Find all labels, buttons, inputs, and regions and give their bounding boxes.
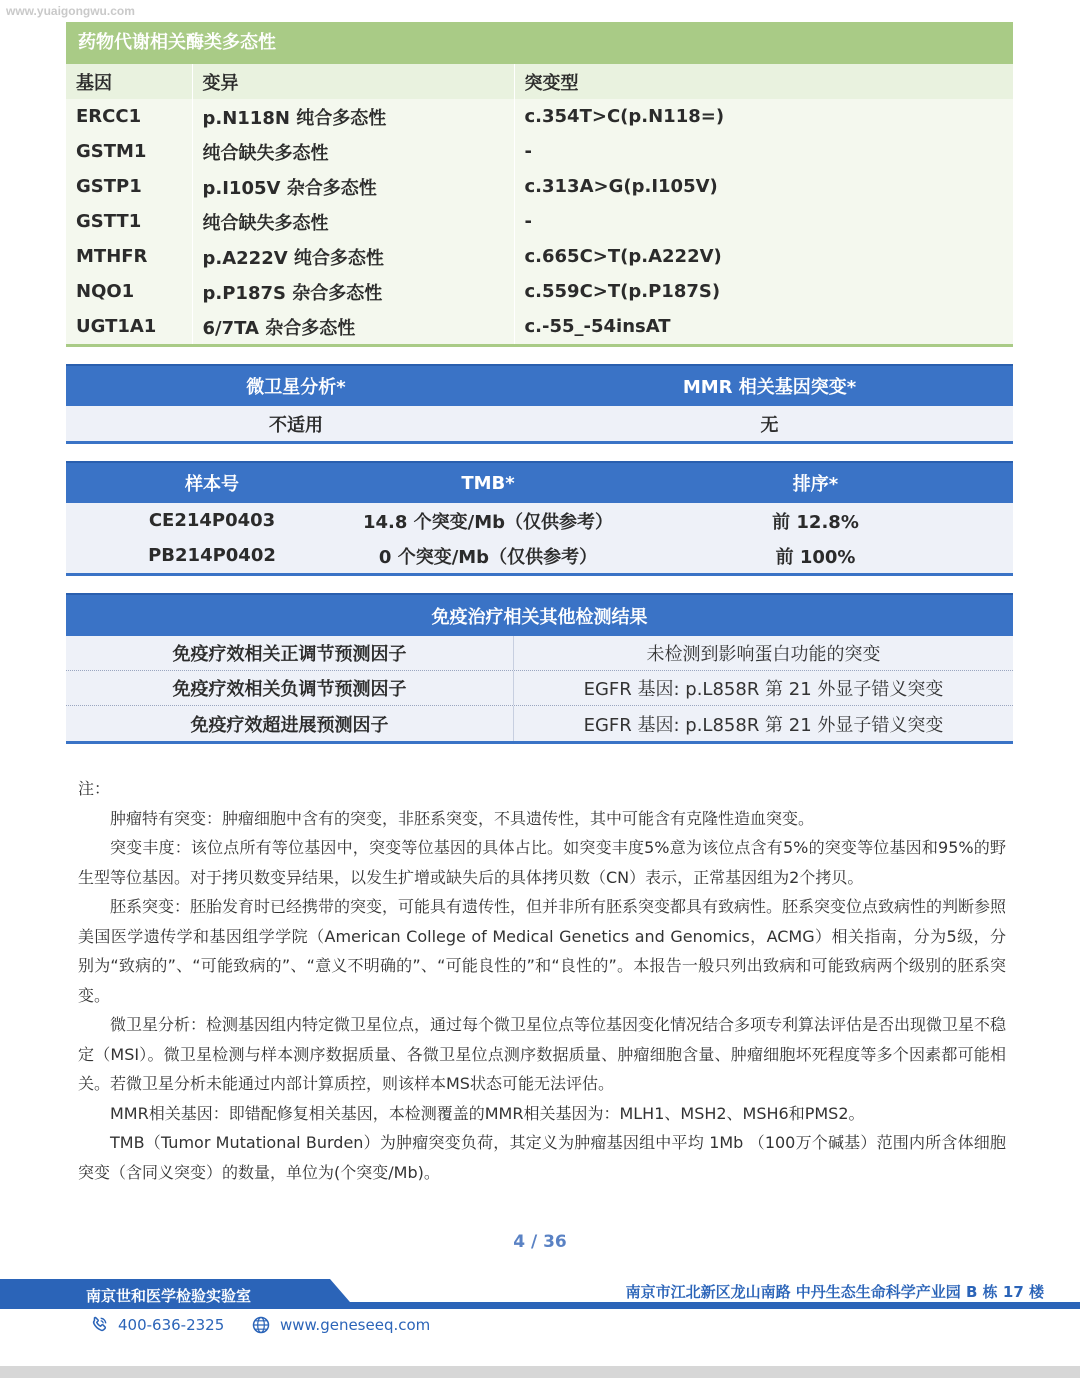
msi-table bbox=[66, 364, 1013, 444]
phone-number: 400-636-2325 bbox=[118, 1316, 225, 1334]
predictor-result: EGFR 基因: p.L858R 第 21 外显子错义突变 bbox=[583, 714, 944, 736]
table-row bbox=[66, 239, 1013, 274]
variant-cell: p.I105V 杂合多态性 bbox=[192, 169, 514, 204]
footer-website bbox=[250, 1314, 430, 1336]
pharma-grid bbox=[66, 64, 1013, 344]
pharma-bottom-rule bbox=[66, 344, 1013, 347]
table-row bbox=[66, 671, 1013, 706]
variant-cell: 纯合缺失多态性 bbox=[192, 134, 514, 169]
globe-icon bbox=[250, 1314, 272, 1336]
pharma-col-variant: 变异 bbox=[192, 64, 514, 99]
variant-cell: 6/7TA 杂合多态性 bbox=[192, 309, 514, 344]
immune-table bbox=[66, 593, 1013, 744]
note-paragraph: 突变丰度：该位点所有等位基因中，突变等位基因的具体占比。如突变丰度5%意为该位点含有5%的突变等位基因和95%的野生型等位基因。对于拷贝数变异结果，以发生扩增或缺失后的具体拷贝数（CN）表示，正常基因组为2个拷贝。 bbox=[78, 838, 1006, 887]
gene-cell: UGT1A1 bbox=[66, 309, 192, 344]
tmb-col-sample: 样本号 bbox=[185, 474, 239, 495]
immune-title: 免疫治疗相关其他检测结果 bbox=[66, 595, 1013, 636]
pharma-col-gene: 基因 bbox=[66, 64, 192, 99]
tmb-table bbox=[66, 461, 1013, 576]
website-url[interactable]: www.geneseeq.com bbox=[280, 1316, 431, 1334]
predictor-result: 未检测到影响蛋白功能的突变 bbox=[646, 644, 881, 665]
tmb-header-row bbox=[66, 463, 1013, 503]
note-paragraph: TMB（Tumor Mutational Burden）为肿瘤突变负荷，其定义为肿瘤基因组中平均 1Mb （100万个碱基）范围内所含体细胞突变（含同义突变）的数量，单位为(个突变/Mb)。 bbox=[78, 1133, 1006, 1182]
variant-cell: p.A222V 纯合多态性 bbox=[192, 239, 514, 274]
notes-section bbox=[78, 774, 1006, 1187]
note-paragraph: 肿瘤特有突变：肿瘤细胞中含有的突变，非胚系突变，不具遗传性，其中可能含有克隆性造血突变。 bbox=[110, 808, 815, 828]
table-row bbox=[66, 274, 1013, 309]
table-row bbox=[66, 406, 1013, 441]
pharma-col-mutation: 突变型 bbox=[514, 64, 1013, 99]
page-number: 4 / 36 bbox=[513, 1232, 567, 1252]
mutation-cell: - bbox=[514, 204, 1013, 239]
immune-bottom-rule bbox=[66, 741, 1013, 744]
pharma-title: 药物代谢相关酶类多态性 bbox=[66, 22, 1013, 64]
mutation-cell: c.313A>G(p.I105V) bbox=[514, 169, 1013, 204]
note-paragraph: MMR相关基因：即错配修复相关基因，本检测覆盖的MMR相关基因为：MLH1、MSH2、MSH6和PMS2。 bbox=[110, 1103, 865, 1123]
msi-header-row bbox=[66, 366, 1013, 406]
mutation-cell: c.559C>T(p.P187S) bbox=[514, 274, 1013, 309]
mutation-cell: c.665C>T(p.A222V) bbox=[514, 239, 1013, 274]
phone-icon bbox=[88, 1314, 110, 1336]
footer-phone bbox=[88, 1314, 224, 1336]
table-row bbox=[66, 503, 1013, 538]
gene-cell: ERCC1 bbox=[66, 99, 192, 134]
msi-value: 不适用 bbox=[269, 414, 323, 436]
note-paragraph: 微卫星分析：检测基因组内特定微卫星位点，通过每个微卫星位点等位基因变化情况结合多项专利算法评估是否出现微卫星不稳定（MSI）。微卫星检测与样本测序数据质量、各微卫星位点测序数据质量、肿瘤细胞含量、肿瘤细胞坏死程度等多个因素都可能相关。若微卫星分析未能通过内部计算质控，则该样本MS状态可能无法评估。 bbox=[78, 1015, 1007, 1093]
mmr-value: 无 bbox=[760, 414, 779, 436]
watermark: www.yuaigongwu.com bbox=[6, 4, 135, 18]
pharma-table bbox=[66, 22, 1013, 347]
predictor-result: EGFR 基因: p.L858R 第 21 外显子错义突变 bbox=[583, 679, 944, 700]
variant-cell: p.P187S 杂合多态性 bbox=[192, 274, 514, 309]
rank-value: 前 12.8% bbox=[772, 511, 859, 533]
gene-cell: GSTP1 bbox=[66, 169, 192, 204]
note-paragraph: 胚系突变：胚胎发育时已经携带的突变，可能具有遗传性，但并非所有胚系突变都具有致病性。胚系突变位点致病性的判断参照美国医学遗传学和基因组学学院（American College of Medical Genetics and Genomics，ACMG）相关指南，分为5级，分别为“致病的”、“可能致病的”、“意义不明确的”、“可能良性的”和“良性的”。本报告一般只列出致病和可能致病两个级别的胚系突变。 bbox=[78, 897, 1007, 1005]
gene-cell: MTHFR bbox=[66, 239, 192, 274]
sample-id: CE214P0403 bbox=[148, 510, 276, 531]
tmb-col-rank: 排序* bbox=[792, 474, 839, 495]
table-row bbox=[66, 309, 1013, 344]
table-row bbox=[66, 636, 1013, 671]
notes-title: 注： bbox=[78, 779, 111, 798]
mutation-cell: c.-55_-54insAT bbox=[514, 309, 1013, 344]
table-row bbox=[66, 169, 1013, 204]
table-row bbox=[66, 204, 1013, 239]
table-row bbox=[66, 99, 1013, 134]
tmb-col-tmb: TMB* bbox=[461, 472, 515, 494]
predictor-label: 免疫疗效相关正调节预测因子 bbox=[66, 636, 514, 670]
rank-value: 前 100% bbox=[775, 546, 856, 568]
gene-cell: GSTT1 bbox=[66, 204, 192, 239]
footer-address: 南京市江北新区龙山南路 中丹生态生命科学产业园 B 栋 17 楼 bbox=[625, 1283, 1044, 1301]
page-bottom-edge bbox=[0, 1366, 1080, 1378]
gene-cell: GSTM1 bbox=[66, 134, 192, 169]
msi-bottom-rule bbox=[66, 441, 1013, 444]
table-row bbox=[66, 538, 1013, 573]
tmb-value: 0 个突变/Mb（仅供参考） bbox=[378, 546, 598, 568]
mutation-cell: c.354T>C(p.N118=) bbox=[514, 99, 1013, 134]
tmb-value: 14.8 个突变/Mb（仅供参考） bbox=[362, 511, 614, 533]
variant-cell: 纯合缺失多态性 bbox=[192, 204, 514, 239]
sample-id: PB214P0402 bbox=[148, 545, 276, 566]
pharma-header-row bbox=[66, 64, 1013, 99]
footer-rule bbox=[350, 1302, 1080, 1309]
variant-cell: p.N118N 纯合多态性 bbox=[192, 99, 514, 134]
table-row bbox=[66, 134, 1013, 169]
predictor-label: 免疫疗效超进展预测因子 bbox=[66, 706, 514, 741]
msi-col-msi: 微卫星分析* bbox=[246, 377, 346, 398]
msi-col-mmr: MMR 相关基因突变* bbox=[682, 377, 857, 398]
predictor-label: 免疫疗效相关负调节预测因子 bbox=[66, 671, 514, 705]
footer-lab-name: 南京世和医学检验实验室 bbox=[86, 1287, 252, 1305]
mutation-cell: - bbox=[514, 134, 1013, 169]
table-row bbox=[66, 706, 1013, 741]
tmb-bottom-rule bbox=[66, 573, 1013, 576]
gene-cell: NQO1 bbox=[66, 274, 192, 309]
